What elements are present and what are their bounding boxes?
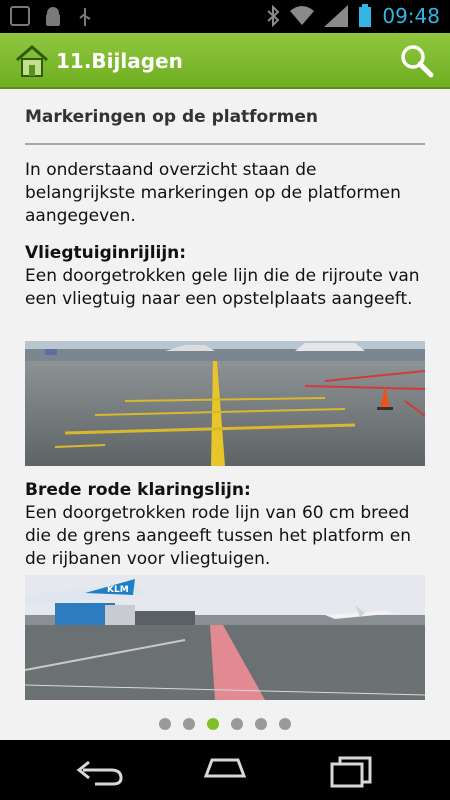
recent-apps-icon[interactable] — [328, 754, 378, 788]
page-dot[interactable] — [255, 718, 267, 730]
page-dot[interactable] — [183, 718, 195, 730]
status-bar — [0, 0, 450, 33]
navigation-bar — [0, 740, 450, 800]
page-dot[interactable] — [231, 718, 243, 730]
android-debug-icon — [42, 6, 64, 28]
notification-icons — [10, 6, 94, 28]
battery-icon — [358, 4, 372, 28]
notification-app-icon — [10, 6, 30, 26]
photo-taxi-line — [25, 341, 425, 466]
photo-clearance-line — [25, 575, 425, 700]
back-icon[interactable] — [75, 754, 125, 788]
search-icon[interactable] — [398, 43, 434, 79]
page-indicator — [0, 718, 450, 730]
usb-icon — [76, 6, 94, 28]
klm-logo: KLM — [107, 585, 129, 595]
system-icons — [266, 4, 440, 28]
item1-title: Vliegtuiginrijlijn: — [25, 243, 187, 263]
home-nav-icon[interactable] — [200, 754, 250, 788]
wifi-icon — [290, 5, 314, 27]
intro-text: In onderstaand overzicht staan de belangrijkste markeringen op de platformen aangegeven. — [25, 160, 401, 226]
item2-text: Een doorgetrokken rode lijn van 60 cm breed die de grens aangeeft tussen het platform en de rijbanen voor vliegtuigen. — [25, 503, 411, 569]
action-bar — [0, 33, 450, 89]
page-dot[interactable] — [159, 718, 171, 730]
screen-title: 11.Bijlagen — [56, 49, 183, 73]
section-heading: Markeringen op de platformen — [25, 107, 318, 127]
bluetooth-icon — [266, 5, 280, 27]
content-area[interactable] — [0, 91, 450, 741]
home-icon[interactable] — [14, 43, 50, 79]
page-dot[interactable] — [279, 718, 291, 730]
heading-divider — [25, 143, 425, 145]
page-dot-active[interactable] — [207, 718, 219, 730]
item2-title: Brede rode klaringslijn: — [25, 480, 251, 500]
signal-icon — [324, 5, 348, 27]
clock: 09:48 — [382, 4, 440, 28]
item1-text: Een doorgetrokken gele lijn die de rijroute van een vliegtuig naar een opstelplaats aangeeft. — [25, 266, 420, 309]
